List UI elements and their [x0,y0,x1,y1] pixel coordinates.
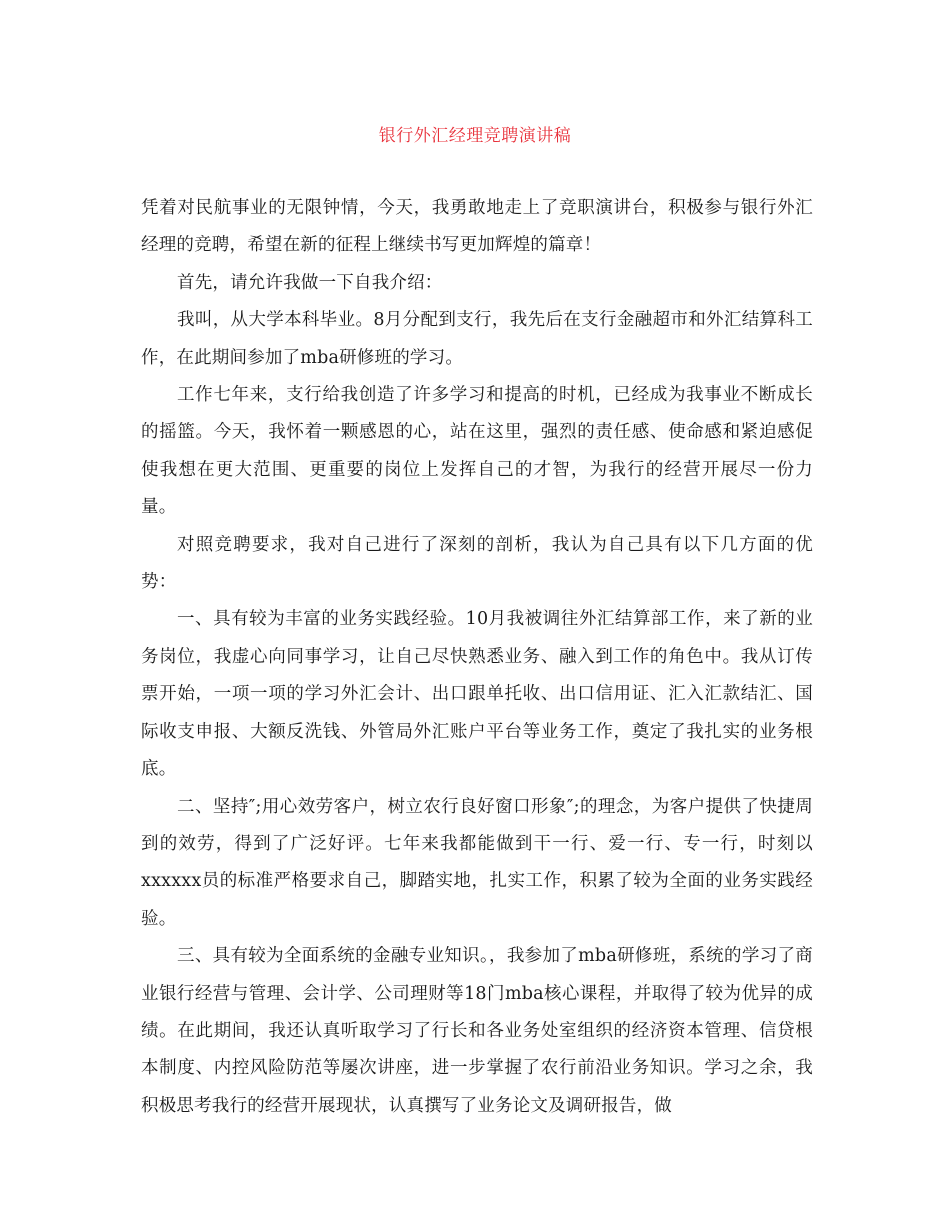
paragraph-advantage-one: 一、具有较为丰富的业务实践经验。10月我被调往外汇结算部工作，来了新的业务岗位，我虚心向同事学习，让自己尽快熟悉业务、融入到工作的角色中。我从订传票开始，一项一项的学习外汇会计、出口跟单托收、出口信用证、汇入汇款结汇、国际收支申报、大额反洗钱、外管局外汇账户平台等业务工作，奠定了我扎实的业务根底。 [141,609,813,780]
paragraph-advantages-lead: 对照竞聘要求，我对自己进行了深刻的剖析，我认为自己具有以下几方面的优势： [141,534,813,593]
paragraph-seven-years: 工作七年来，支行给我创造了许多学习和提高的时机，已经成为我事业不断成长的摇篮。今天，我怀着一颗感恩的心，站在这里，强烈的责任感、使命感和紧迫感促使我想在更大范围、更重要的岗位上发挥自己的才智，为我行的经营开展尽一份力量。 [141,385,813,518]
paragraph-advantage-two: 二、坚持″;用心效劳客户，树立农行良好窗口形象″;的理念，为客户提供了快捷周到的效劳，得到了广泛好评。七年来我都能做到干一行、爱一行、专一行，时刻以xxxxxx员的标准严格要求自己，脚踏实地，扎实工作，积累了较为全面的业务实践经验。 [141,796,813,929]
paragraph-self-intro-lead: 首先，请允许我做一下自我介绍： [177,272,443,293]
paragraph-intro: 凭着对民航事业的无限钟情，今天，我勇敢地走上了竞职演讲台，积极参与银行外汇经理的竞聘，希望在新的征程上继续书写更加辉煌的篇章！ [141,198,813,256]
document-title: 银行外汇经理竞聘演讲稿 [378,126,572,146]
document-body [141,190,813,1125]
paragraph-background: 我叫，从大学本科毕业。8月分配到支行，我先后在支行金融超市和外汇结算科工作，在此期间参加了mba研修班的学习。 [141,310,813,368]
paragraph-advantage-three: 三、具有较为全面系统的金融专业知识。，我参加了mba研修班，系统的学习了商业银行经营与管理、会计学、公司理财等18门mba核心课程，并取得了较为优异的成绩。在此期间，我还认真听取学习了行长和各业务处室组织的经济资本管理、信贷根本制度、内控风险防范等屡次讲座，进一步掌握了农行前沿业务知识。学习之余，我积极思考我行的经营开展现状，认真撰写了业务论文及调研报告，做 [141,946,813,1116]
